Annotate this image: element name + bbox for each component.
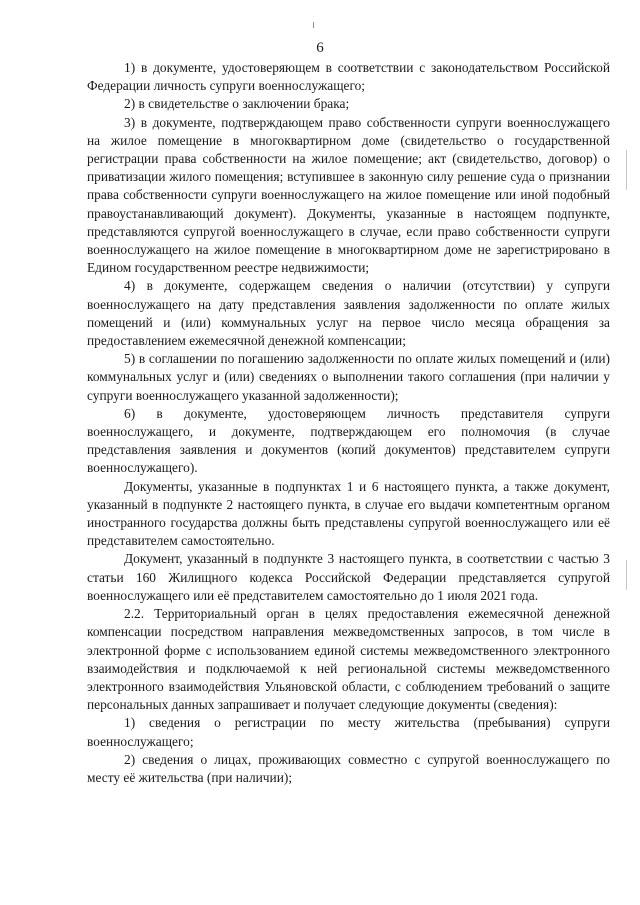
paragraph: 2) сведения о лицах, проживающих совместно с супругой военнослужащего по месту её жительства (при наличии); — [87, 751, 610, 785]
paragraph: Документ, указанный в подпункте 3 настоящего пункта, в соответствии с частью 3 статьи 160 Жилищного кодекса Российской Федерации представляется супругой военнослужащего или её представителем самостоятельно до 1 июля 2021 года. — [87, 551, 610, 603]
paragraph: 6) в документе, удостоверяющем личность представителя супруги военнослужащего, и документе, подтверждающем его полномочия (в случае представления заявления и документов (копий документов) представителем супруги военнослужащего). — [87, 405, 610, 476]
paragraph: 1) в документе, удостоверяющем в соответствии с законодательством Российской Федерации личность супруги военнослужащего; — [87, 60, 610, 94]
paragraph: 2) в свидетельстве о заключении брака; — [124, 96, 350, 112]
paragraph: Документы, указанные в подпунктах 1 и 6 настоящего пункта, а также документ, указанный в подпункте 2 настоящего пункта, в случае его выдачи компетентным органом иностранного государства должны быть представлены супругой военнослужащего или её представителем самостоятельно. — [87, 478, 610, 549]
paragraph: 2.2. Территориальный орган в целях предоставления ежемесячной денежной компенсации посредством направления межведомственных запросов, в том числе в электронной форме с использованием единой системы межведомственного электронного взаимодействия и подключаемой к ней региональной системы межведомственного электронного взаимодействия Ульяновской области, с соблюдением требований о защите персональных данных запрашивает и получает следующие документы (сведения): — [87, 606, 610, 713]
paragraph: 3) в документе, подтверждающем право собственности супруги военнослужащего на жилое помещение в многоквартирном доме (свидетельство о государственной регистрации права собственности на жилое помещение; акт (свидетельство, договор) о приватизации жилого помещения; вступившее в законную силу решение суда о признании права собственности супруги военнослужащего на жилое помещение или иной подобный правоустанавливающий документ). Документы, указанные в настоящем подпункте, представляются супругой военнослужащего в случае, если право собственности супруги военнослужащего на жилое помещение в многоквартирном доме не зарегистрировано в Едином государственном реестре недвижимости; — [87, 114, 610, 276]
paragraph: 4) в документе, содержащем сведения о наличии (отсутствии) у супруги военнослужащего на дату представления заявления задолженности по оплате жилых помещений и (или) коммунальных услуг на первое число месяца обращения за предоставлением ежемесячной денежной компенсации; — [87, 278, 610, 349]
document-body — [87, 59, 610, 787]
paragraph: 5) в соглашении по погашению задолженности по оплате жилых помещений и (или) коммунальных услуг и (или) сведениях о выполнении такого соглашения (при наличии у супруги военнослужащего указанной задолженности); — [87, 351, 610, 403]
page-number: 6 — [316, 40, 324, 56]
scan-edge-mark — [626, 150, 627, 190]
paragraph: 1) сведения о регистрации по месту жительства (пребывания) супруги военнослужащего; — [87, 715, 610, 749]
scan-mark — [313, 22, 314, 28]
scan-edge-mark — [626, 560, 627, 590]
